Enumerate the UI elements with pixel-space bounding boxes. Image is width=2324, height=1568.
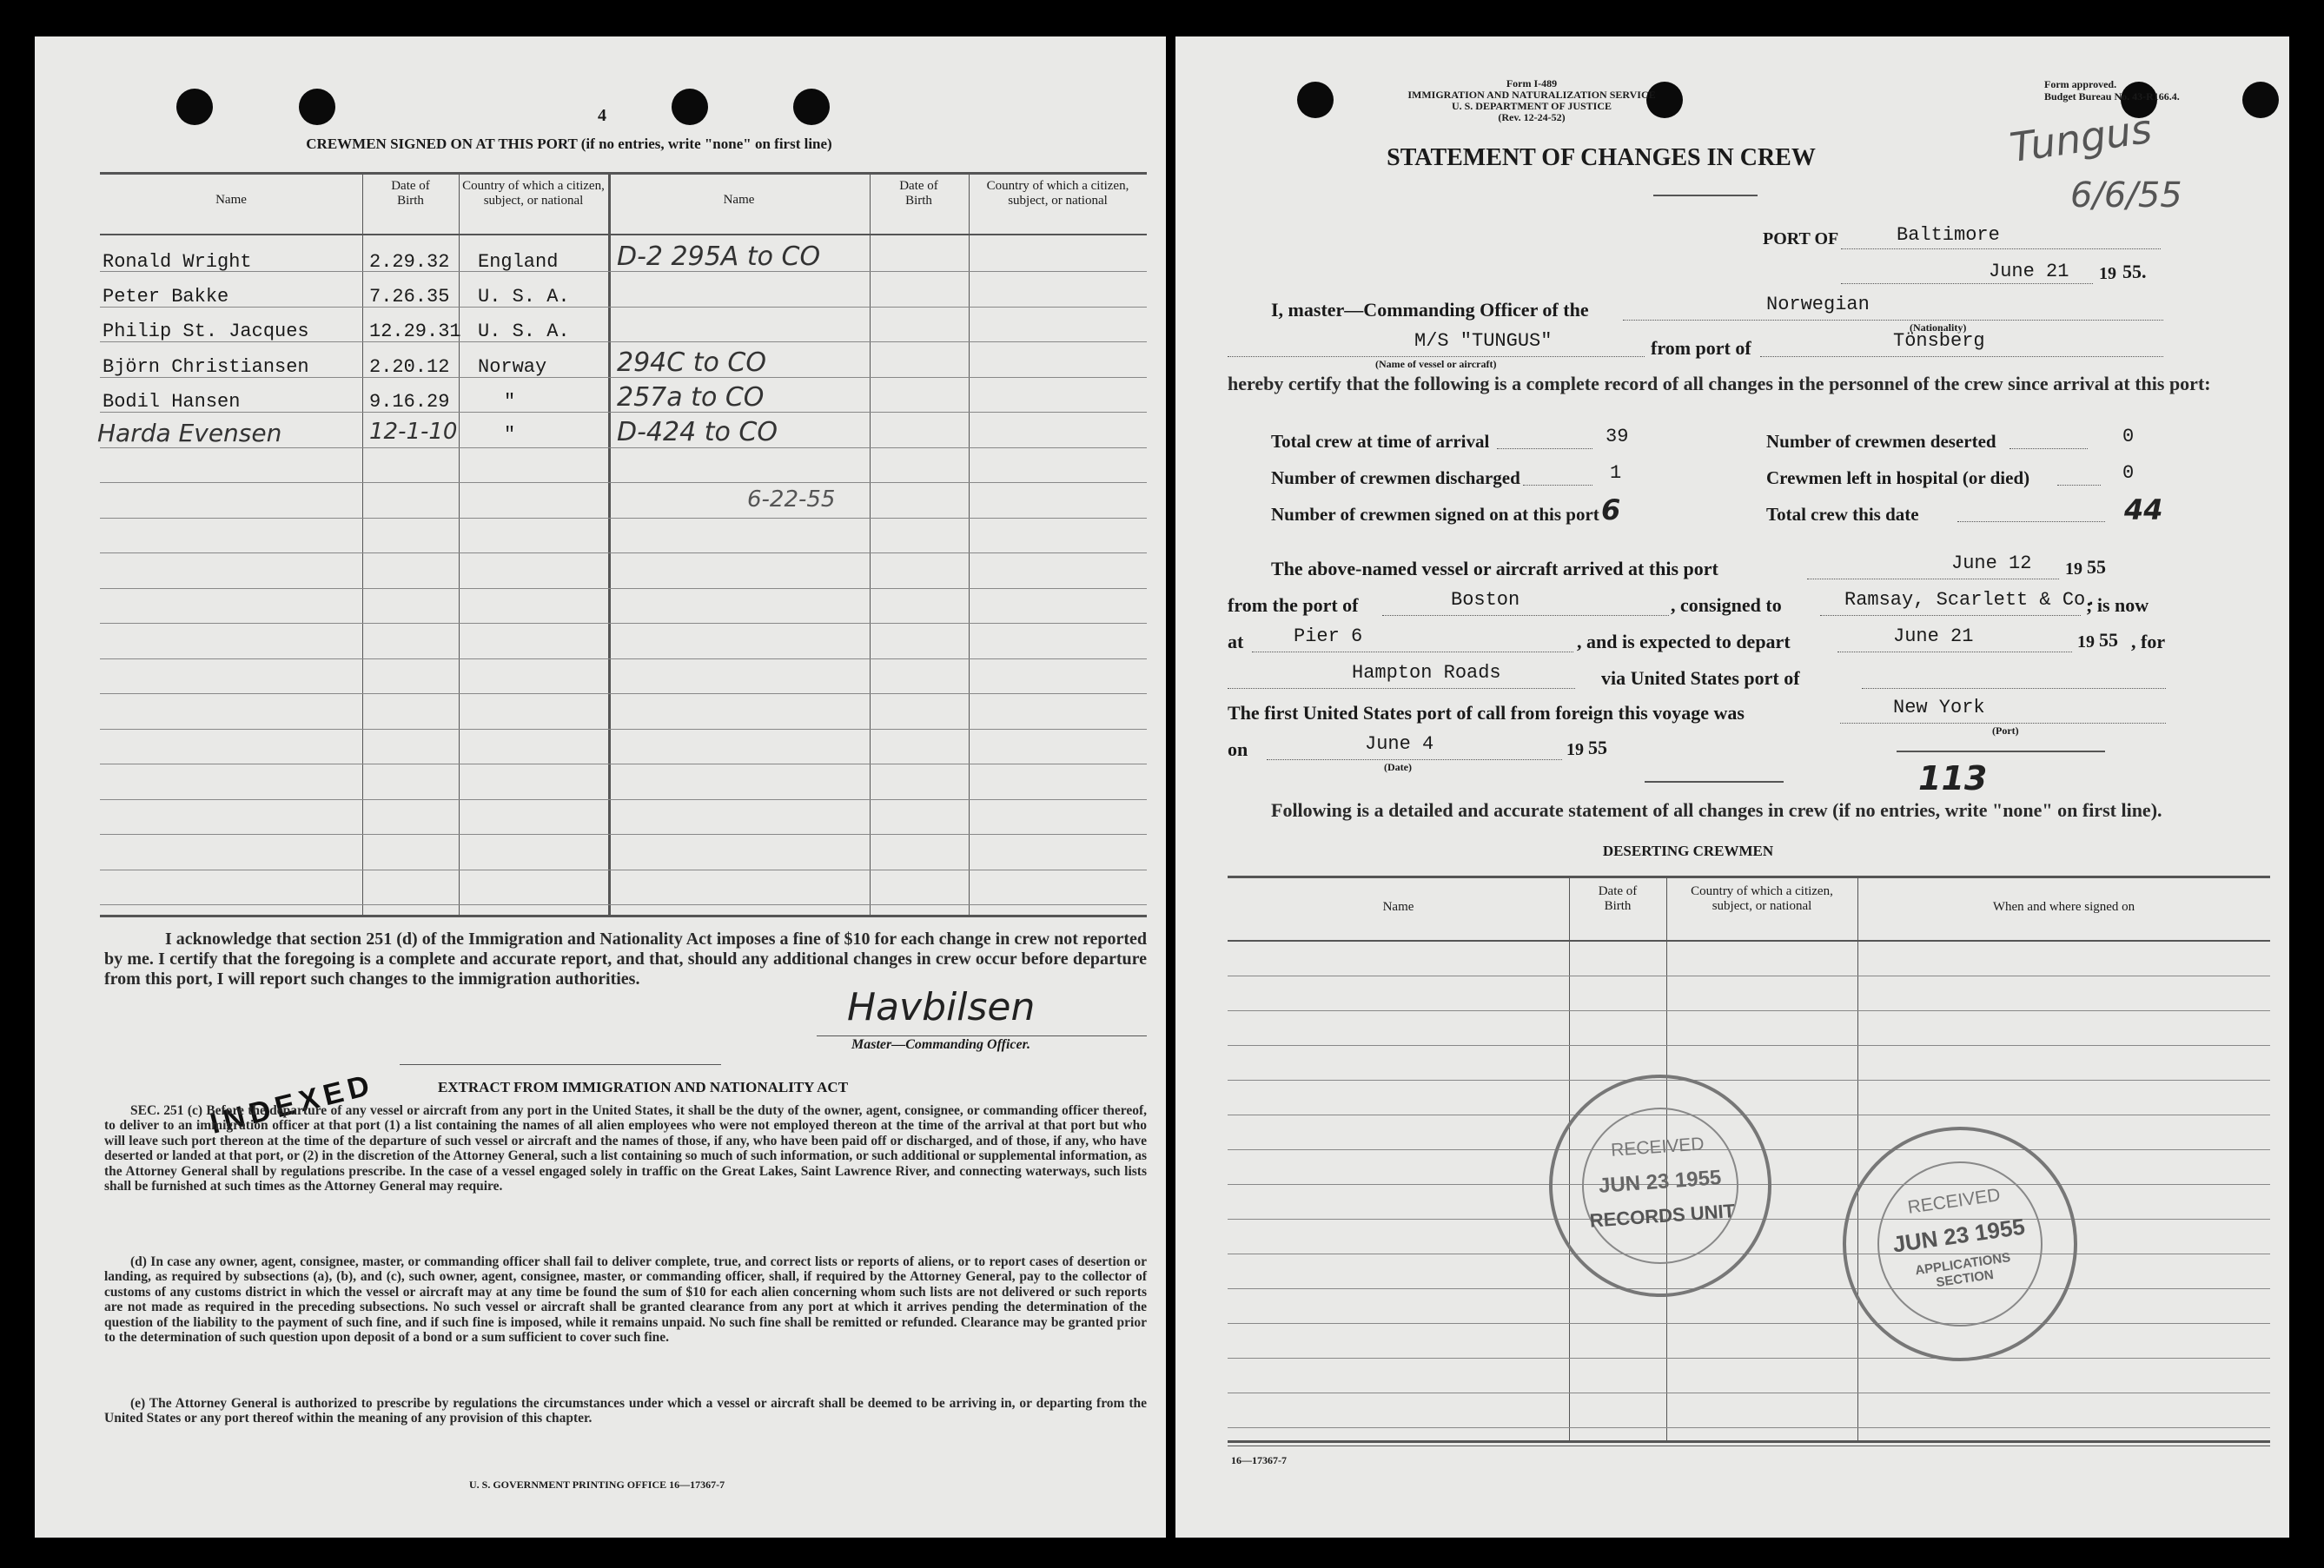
crew-country: England [478, 251, 559, 273]
crew-name: Harda Evensen [97, 419, 282, 447]
approval-line: Form approved. [2044, 78, 2117, 90]
left-page [35, 36, 1166, 1538]
from-the-port-value: Boston [1451, 589, 1520, 611]
nationality-line [1623, 320, 2163, 321]
crew-country: " [504, 391, 516, 413]
master-label: I, master—Commanding Officer of the [1271, 299, 1589, 321]
acknowledgement-text: I acknowledge that section 251 (d) of the Immigration and Nationality Act imposes a fine of $10 for each change in crew not reported by me. I certify that the foregoing is a complete and accurate report, and that, should any additional changes in crew occur before departure from this port, I will report such changes to the immigration authorities. [104, 930, 1147, 989]
total-today-value: 44 [2124, 493, 2163, 526]
from-port-line [1760, 356, 2163, 357]
agency-name: IMMIGRATION AND NATURALIZATION SERVICE [1407, 89, 1656, 101]
table-header-rule [100, 234, 1147, 235]
row-rule [100, 588, 1147, 589]
vessel-line [1228, 356, 1645, 357]
date-caption: (Date) [1384, 761, 1412, 773]
approval-line: Budget Bureau No. 43-R166.4. [2044, 90, 2180, 103]
column-divider [969, 172, 970, 915]
consignee-line [1820, 615, 2081, 616]
row-rule [1228, 1045, 2270, 1046]
crew-country: Norway [478, 356, 547, 378]
arrived-label: The above-named vessel or aircraft arrived at this port [1271, 558, 1718, 579]
from-port-value: Tönsberg [1893, 330, 1985, 352]
date-day: June 21 [1989, 261, 2069, 282]
row-rule [100, 799, 1147, 800]
date-line [1841, 283, 2093, 284]
budget-approval [2044, 78, 2180, 103]
desert-header-signed-on: When and where signed on [1992, 900, 2135, 914]
punch-hole [2242, 82, 2279, 118]
port-value: Baltimore [1897, 224, 2000, 246]
nationality-caption: (Nationality) [1910, 321, 1967, 334]
arrived-year: 55 [2087, 556, 2106, 578]
stamp-unit: RECORDS UNIT [1589, 1200, 1736, 1232]
arrived-date: June 12 [1951, 552, 2032, 574]
desert-header-country: Country of which a citizen, subject, or national [1691, 884, 1833, 913]
received-stamp-records [1541, 1067, 1778, 1304]
crew-dob: 12.29.31 [369, 321, 461, 342]
row-rule [1228, 1358, 2270, 1359]
header-country: Country of which a citizen, subject, or national [462, 179, 605, 208]
from-port-label: from port of [1651, 337, 1751, 359]
date-year: 55. [2122, 261, 2147, 282]
desert-table-header-rule [1228, 940, 2270, 942]
column-divider [459, 172, 460, 915]
port-label: PORT OF [1763, 229, 1839, 248]
handwritten-note: 294C to CO [617, 347, 766, 378]
desert-header-name: Name [1382, 900, 1414, 914]
handwritten-corner-date: 6/6/55 [2070, 175, 2182, 215]
master-signature: Havbilsen [847, 985, 1036, 1029]
row-rule [100, 482, 1147, 483]
total-arrival-value: 39 [1606, 426, 1629, 447]
stamp-section: APPLICATIONS SECTION [1914, 1250, 2012, 1291]
signed-on-value: 6 [1601, 493, 1621, 526]
table-top-rule [100, 172, 1147, 175]
first-year: 55 [1588, 737, 1607, 758]
department-name: U. S. DEPARTMENT OF JUSTICE [1451, 100, 1612, 112]
extract-section-d: (d) In case any owner, agent, consignee, master, or commanding officer shall fail to deliver complete, true, and correct lists or reports of aliens, or to report cases of desertion or landing, as required by subsections (a), (b), and (c), such owner, agent, consignee, master, or commanding officer, shall, if required by the Attorney General, pay to the collector of customs of any customs district in which the vessel or aircraft may at any time be found the sum of $10 for each alien concerning whom such lists are not delivered or such reports are not made as required in the preceding subsections. No such vessel or aircraft shall be granted clearance from any port at which it arrives pending the determination of the question of the liability to the payment of such fine, and if such fine is imposed, while it remains unpaid. No such fine shall be remitted or refunded. Clearance may be granted prior to the determination of such question upon deposit of a bond or a sum sufficient to cover such fine. [104, 1254, 1147, 1346]
desert-header-dob: Date of Birth [1598, 884, 1638, 913]
handwritten-date: 6-22-55 [747, 486, 836, 513]
first-year-prefix: 19 [1566, 740, 1584, 759]
certify-text: hereby certify that the following is a complete record of all changes in the personnel of the crew since arrival at this port: [1228, 373, 2211, 394]
dots [1497, 448, 1592, 449]
total-today-label: Total crew this date [1766, 504, 1919, 525]
stamp-received-label: RECEIVED [1610, 1134, 1705, 1161]
crew-dob: 12-1-10 [369, 419, 458, 445]
header-name-2: Name [723, 193, 755, 207]
form-title: STATEMENT OF CHANGES IN CREW [1387, 144, 1816, 171]
extract-section-c: SEC. 251 (c) Before the departure of any vessel or aircraft from any port in the United States, it shall be the duty of the owner, agent, consignee, or commanding officer thereof, to deliver to an immigration officer at that port (1) a list containing the names of all alien employees who were not employed thereon at the time of the arrival at that port but who will leave such port thereon at the time of the departure of such vessel or aircraft and the names of those, if any, who have been paid off or discharged, and of those, if any, who have deserted or landed at that port, or (2) in the discretion of the Attorney General, such a list containing so much of such information, or such additional or supplemental information, as the Attorney General shall by regulations prescribe. In the case of a vessel engaged solely in traffic on the Great Lakes, Saint Lawrence River, and connecting waterways, such lists shall be furnished at such times as the Attorney General may require. [104, 1103, 1147, 1194]
extract-rule [400, 1064, 721, 1065]
handwritten-note: D-2 295A to CO [617, 241, 821, 272]
destination-line [1228, 688, 1575, 689]
desert-table-top [1228, 876, 2270, 878]
port-line [1841, 248, 2161, 249]
handwritten-vessel-note: Tungus [2007, 104, 2155, 172]
crew-name: Björn Christiansen [103, 356, 309, 378]
crew-country: " [504, 424, 516, 446]
header-country-2: Country of which a citizen, subject, or national [986, 179, 1129, 208]
via-label: via United States port of [1601, 667, 1800, 689]
title-rule [1653, 195, 1758, 196]
column-divider [608, 172, 611, 915]
hospital-label: Crewmen left in hospital (or died) [1766, 467, 2030, 488]
crew-signed-title: CREWMEN SIGNED ON AT THIS PORT (if no entries, write "none" on first line) [306, 136, 832, 152]
first-date: June 4 [1365, 733, 1434, 755]
received-stamp-applications [1828, 1112, 2093, 1377]
column-divider [1857, 876, 1858, 1440]
crew-dob: 2.20.12 [369, 356, 450, 378]
for-label: , for [2131, 631, 2166, 652]
row-rule [100, 729, 1147, 730]
row-rule [100, 518, 1147, 519]
hospital-value: 0 [2122, 462, 2135, 484]
row-rule [1228, 1288, 2270, 1289]
depart-year: 55 [2099, 629, 2118, 651]
crew-country: U. S. A. [478, 321, 570, 342]
signature-label: Master—Commanding Officer. [851, 1037, 1030, 1052]
row-rule [100, 307, 1147, 308]
handwritten-number: 113 [1918, 759, 1988, 797]
row-rule [100, 623, 1147, 624]
crew-name: Philip St. Jacques [103, 321, 309, 342]
dots [2057, 485, 2101, 486]
form-number: Form I-489 [1506, 77, 1558, 89]
crew-dob: 2.29.32 [369, 251, 450, 273]
table-bottom-rule [100, 915, 1147, 917]
right-page [1175, 36, 2289, 1538]
vessel-caption: (Name of vessel or aircraft) [1375, 358, 1497, 370]
on-label: on [1228, 738, 1248, 760]
row-rule [100, 834, 1147, 835]
extract-title: EXTRACT FROM IMMIGRATION AND NATIONALITY ACT [437, 1079, 849, 1095]
page-number: 4 [598, 106, 606, 125]
discharged-value: 1 [1610, 462, 1622, 484]
depart-year-prefix: 19 [2077, 632, 2095, 652]
dots [2009, 448, 2088, 449]
stamp-received-label: RECEIVED [1906, 1185, 2002, 1218]
port-caption: (Port) [1992, 724, 2019, 737]
arrived-year-prefix: 19 [2065, 559, 2082, 579]
signature-line [817, 1035, 1147, 1036]
signed-on-label: Number of crewmen signed on at this port [1271, 504, 1599, 525]
row-rule [1228, 1080, 2270, 1081]
vessel-name: M/S "TUNGUS" [1414, 330, 1553, 352]
row-rule [100, 658, 1147, 659]
row-rule [1228, 1427, 2270, 1428]
crew-dob: 9.16.29 [369, 391, 450, 413]
discharged-label: Number of crewmen discharged [1271, 467, 1520, 488]
depart-label: , and is expected to depart [1577, 631, 1791, 652]
printing-office-footer: U. S. GOVERNMENT PRINTING OFFICE 16—17367-7 [469, 1479, 725, 1491]
row-rule [100, 693, 1147, 694]
dots [1957, 521, 2105, 522]
first-port-value: New York [1893, 697, 1985, 718]
header-dob: Date of Birth [391, 179, 430, 208]
stamp-date: JUN 23 1955 [1890, 1213, 2027, 1258]
at-label: at [1228, 631, 1244, 652]
total-arrival-label: Total crew at time of arrival [1271, 431, 1490, 452]
crew-name: Bodil Hansen [103, 391, 241, 413]
indexed-stamp: INDEXED [207, 1068, 378, 1141]
signature-rule [1897, 751, 2105, 752]
punch-hole [672, 89, 708, 125]
column-divider [362, 172, 363, 915]
destination-value: Hampton Roads [1352, 662, 1501, 684]
deserted-label: Number of crewmen deserted [1766, 431, 1996, 452]
deserting-title: DESERTING CREWMEN [1602, 843, 1774, 859]
dots [1523, 485, 1592, 486]
following-text: Following is a detailed and accurate statement of all changes in crew (if no entries, write "none" on first line). [1271, 799, 2162, 821]
extract-section-e: (e) The Attorney General is authorized to prescribe by regulations the circumstances under which a vessel or aircraft shall be deemed to be arriving in, or departing from the United States or any port thereof within the meaning of any provision of this chapter. [104, 1396, 1147, 1426]
first-port-line [1840, 723, 2166, 724]
section-rule [1645, 781, 1784, 783]
consigned-label: , consigned to [1671, 594, 1782, 616]
crew-name: Peter Bakke [103, 286, 229, 308]
depart-date: June 21 [1893, 625, 1974, 647]
row-rule [100, 552, 1147, 553]
at-location: Pier 6 [1294, 625, 1363, 647]
first-port-label: The first United States port of call from foreign this voyage was [1228, 702, 1745, 724]
punch-hole [176, 89, 213, 125]
punch-hole [793, 89, 830, 125]
from-the-port-line [1382, 615, 1669, 616]
form-footer: 16—17367-7 [1231, 1454, 1287, 1466]
crew-country: U. S. A. [478, 286, 570, 308]
form-header [1314, 78, 1749, 123]
header-name: Name [215, 193, 247, 207]
row-rule [1228, 1010, 2270, 1011]
stamp-date: JUN 23 1955 [1598, 1166, 1723, 1198]
row-rule [1228, 1323, 2270, 1324]
from-the-port-label: from the port of [1228, 594, 1359, 616]
nationality-value: Norwegian [1766, 294, 1870, 315]
row-rule [100, 904, 1147, 905]
is-now-label: ; is now [2086, 594, 2149, 616]
column-divider [870, 172, 871, 915]
header-dob-2: Date of Birth [899, 179, 938, 208]
punch-hole [299, 89, 335, 125]
desert-table-bottom [1228, 1440, 2270, 1443]
crew-dob: 7.26.35 [369, 286, 450, 308]
deserted-value: 0 [2122, 426, 2135, 447]
crew-name: Ronald Wright [103, 251, 252, 273]
form-revision: (Rev. 12-24-52) [1498, 111, 1566, 123]
on-line [1267, 759, 1562, 760]
date-year-prefix: 19 [2099, 264, 2116, 283]
handwritten-note: D-424 to CO [617, 417, 778, 447]
consignee-value: Ramsay, Scarlett & Co. [1844, 589, 2097, 611]
handwritten-note: 257a to CO [617, 382, 765, 413]
via-line [1862, 688, 2166, 689]
